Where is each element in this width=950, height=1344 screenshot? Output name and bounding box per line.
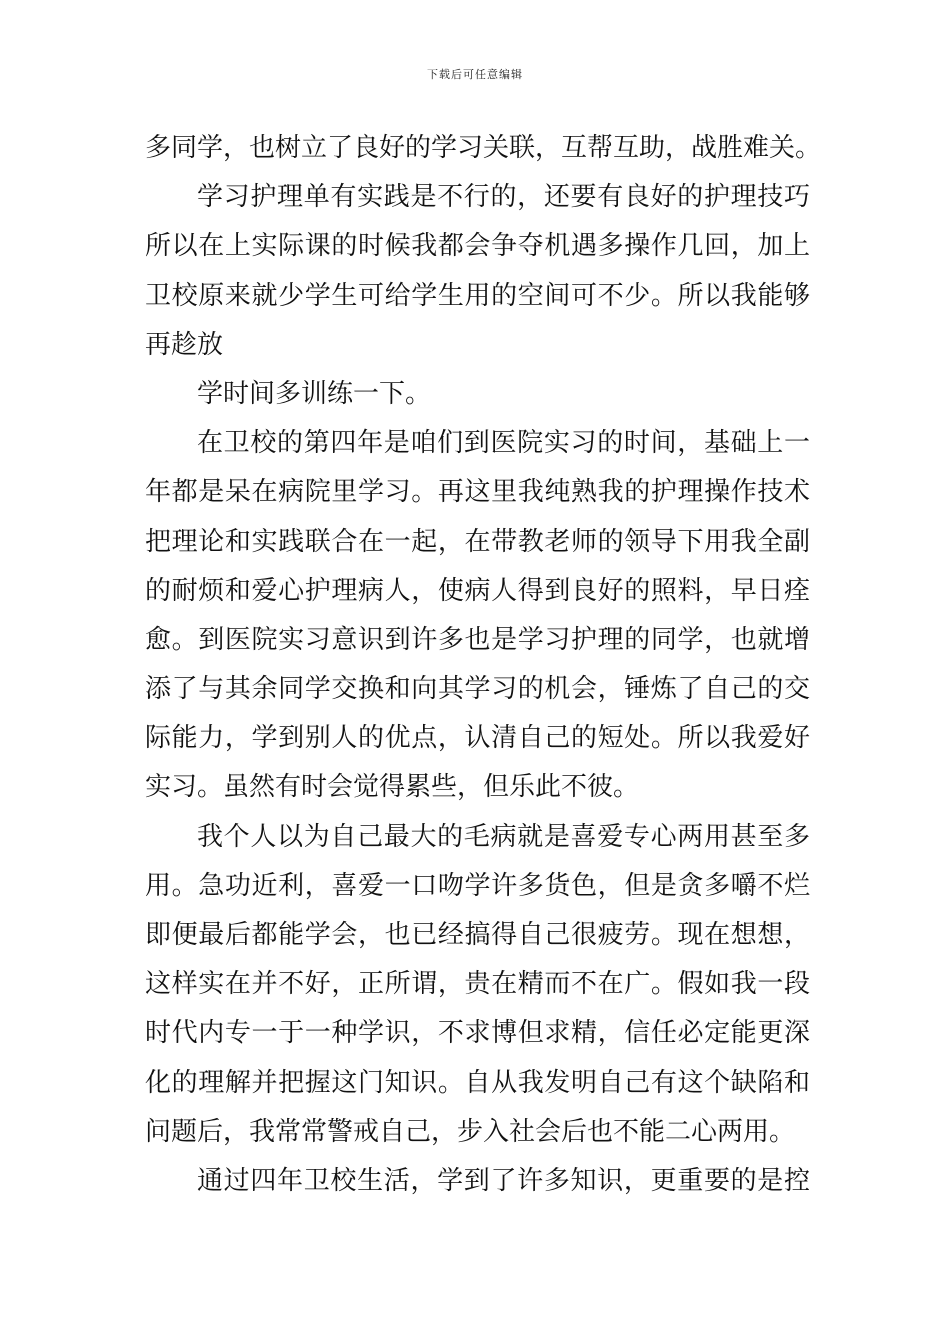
text-line: 际能力，学到别人的优点，认清自己的短处。所以我爱好 <box>145 723 810 754</box>
text-line: 学时间多训练一下。 <box>197 378 432 409</box>
text-line: 添了与其余同学交换和向其学习的机会，锤炼了自己的交 <box>145 674 810 705</box>
text-line: 问题后，我常常警戒自己，步入社会后也不能二心两用。 <box>145 1116 796 1147</box>
text-line: 把理论和实践联合在一起，在带教老师的领导下用我全副 <box>145 526 810 557</box>
text-line: 通过四年卫校生活，学到了许多知识，更重要的是控 <box>197 1165 810 1196</box>
text-line: 我个人以为自己最大的毛病就是喜爱专心两用甚至多 <box>197 821 810 852</box>
text-line: 即便最后都能学会，也已经搞得自己很疲劳。现在想想， <box>145 920 810 950</box>
text-line: 的耐烦和爱心护理病人，使病人得到良好的照料，早日痊 <box>145 575 810 606</box>
text-line: 学习护理单有实践是不行的，还要有良好的护理技巧 <box>197 182 810 213</box>
page-header: 下载后可任意编辑 <box>427 68 523 81</box>
text-line: 这样实在并不好，正所谓，贵在精而不在广。假如我一段 <box>145 969 810 1000</box>
text-line: 时代内专一于一种学识，不求博但求精，信任必定能更深 <box>145 1018 810 1049</box>
text-line: 用。急功近利，喜爱一口吻学许多货色，但是贪多嚼不烂 <box>145 870 810 901</box>
text-line: 年都是呆在病院里学习。再这里我纯熟我的护理操作技术 <box>145 477 810 508</box>
document-body <box>145 124 822 1206</box>
text-line: 所以在上实际课的时候我都会争夺机遇多操作几回，加上 <box>145 231 810 262</box>
text-line: 在卫校的第四年是咱们到医院实习的时间，基础上一 <box>197 428 810 459</box>
text-line: 再趁放 <box>145 329 224 360</box>
text-line: 多同学，也树立了良好的学习关联，互帮互助，战胜难关。 <box>145 133 822 163</box>
text-line: 化的理解并把握这门知识。自从我发明自己有这个缺陷和 <box>145 1067 810 1098</box>
text-line: 卫校原来就少学生可给学生用的空间可不少。所以我能够 <box>145 280 810 311</box>
text-line: 愈。到医院实习意识到许多也是学习护理的同学，也就增 <box>145 624 810 655</box>
text-line: 实习。虽然有时会觉得累些，但乐此不彼。 <box>145 772 640 803</box>
